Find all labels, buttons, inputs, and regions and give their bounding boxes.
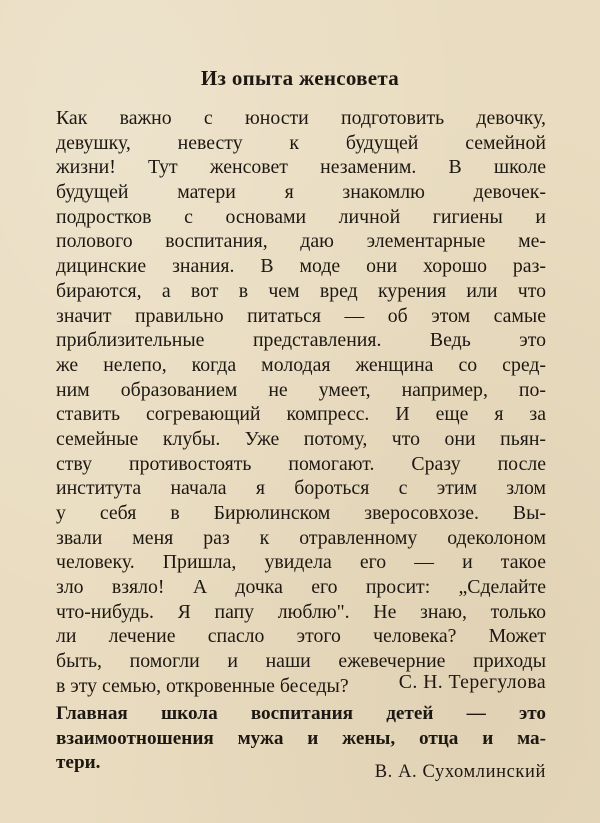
article-line: приблизительные представления. Ведь это <box>56 329 546 352</box>
quote-line: тери. <box>56 752 101 773</box>
quote-line: Главная школа воспитания детей — это <box>56 703 546 724</box>
quote-line: взаимоотношения мужа и жены, отца и ма- <box>56 727 546 749</box>
article-line: быть, помогли и наши ежевечерние приходы <box>56 650 546 673</box>
article-line: дицинские знания. В моде они хорошо раз- <box>56 255 546 278</box>
quote-author: В. А. Сухомлинский <box>374 762 546 782</box>
article-line: девушку, невесту к будущей семейной <box>56 131 546 154</box>
article-line: института начала я бороться с этим злом <box>56 477 546 500</box>
article-line: ству противостоять помогают. Сразу после <box>56 452 546 475</box>
article-line: Как важно с юности подготовить девочку, <box>56 107 546 129</box>
article-line: семейные клубы. Уже потому, что они пьян- <box>56 427 546 450</box>
article-line: что-нибудь. Я папу люблю". Не знаю, только <box>56 600 546 623</box>
article-line: будущей матери я знакомлю девочек- <box>56 181 546 204</box>
article-line: полового воспитания, даю элементарные ме- <box>56 230 546 253</box>
article-line: у себя в Бирюлинском зверосовхозе. Вы- <box>56 502 546 524</box>
article-headline: Из опыта женсовета <box>200 66 400 90</box>
article-line: звали меня раз к отравленному одеколоном <box>56 526 546 549</box>
article-line: бираются, а вот в чем вред курения или что <box>56 279 546 302</box>
article-line: в эту семью, откровенные беседы? <box>56 674 349 697</box>
article-line: подростков с основами личной гигиены и <box>56 205 546 228</box>
article-line: зло взяло! А дочка его просит: „Сделайте <box>56 576 546 599</box>
article-signature: С. Н. Терегулова <box>398 671 546 693</box>
article-line: ставить согревающий компресс. И еще я за <box>56 403 546 426</box>
article-line: человеку. Пришла, увидела его — и такое <box>56 551 546 574</box>
article-line: ли лечение спасло этого человека? Может <box>56 625 546 648</box>
article-line: значит правильно питаться — об этом самые <box>56 304 546 327</box>
article-line: же нелепо, когда молодая женщина со сред- <box>56 353 546 376</box>
article-body <box>56 106 546 699</box>
article-line: жизни! Тут женсовет незаменим. В школе <box>56 156 546 179</box>
article-line: ним образованием не умеет, например, по- <box>56 378 546 401</box>
